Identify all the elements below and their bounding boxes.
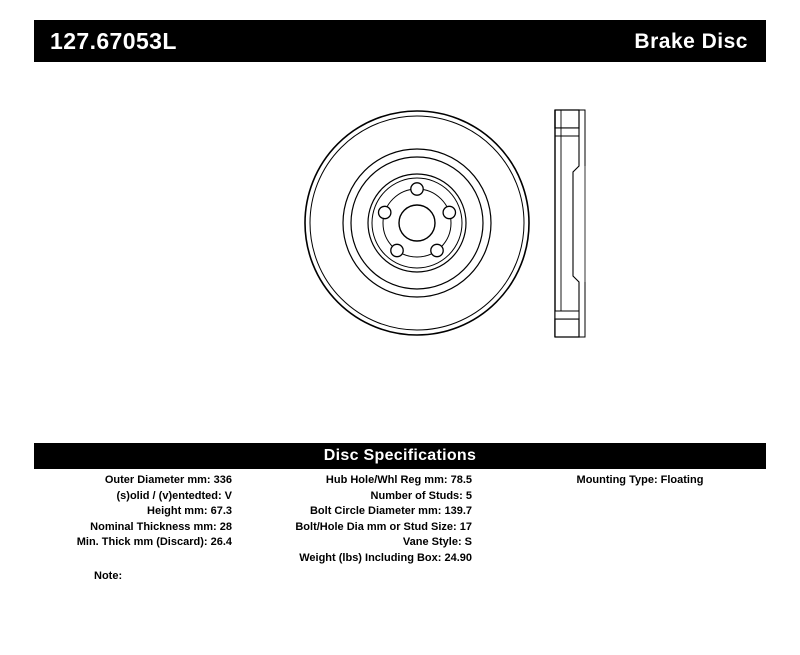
disc-specifications-body: [34, 473, 766, 593]
product-drawing: [34, 70, 766, 430]
spec-item: Hub Hole/Whl Reg mm: 78.5: [325, 474, 472, 486]
brake-disc-edge-icon: [549, 106, 619, 341]
specs-column-left: [34, 473, 232, 551]
spec-item: Nominal Thickness mm: 28: [90, 520, 232, 533]
spec-item: Height mm: 67.3: [147, 505, 232, 517]
spec-item: Bolt/Hole Dia mm or Stud Size: 17: [295, 520, 472, 533]
brake-disc-face-icon: [304, 110, 530, 336]
spec-item: Mounting Type: Floating: [576, 474, 704, 486]
header-bar: [34, 20, 766, 62]
part-number: 127.67053L: [50, 27, 177, 54]
spec-item: Bolt Circle Diameter mm: 139.7: [309, 505, 472, 517]
note-label: Note:: [94, 570, 123, 582]
spec-item: Min. Thick mm (Discard): 26.4: [76, 536, 232, 548]
spec-item: (s)olid / (v)entedted: V: [116, 489, 232, 502]
specs-column-middle: [244, 473, 472, 566]
spec-item: Weight (lbs) Including Box: 24.90: [299, 551, 472, 564]
spec-item: Number of Studs: 5: [370, 489, 472, 502]
product-type-label: Brake Disc: [634, 29, 748, 53]
disc-specifications-title: Disc Specifications: [323, 447, 477, 464]
spec-item: Outer Diameter mm: 336: [104, 474, 232, 486]
spec-item: Vane Style: S: [402, 536, 472, 548]
disc-specifications-header: [34, 443, 766, 469]
specs-column-right: [514, 473, 766, 489]
